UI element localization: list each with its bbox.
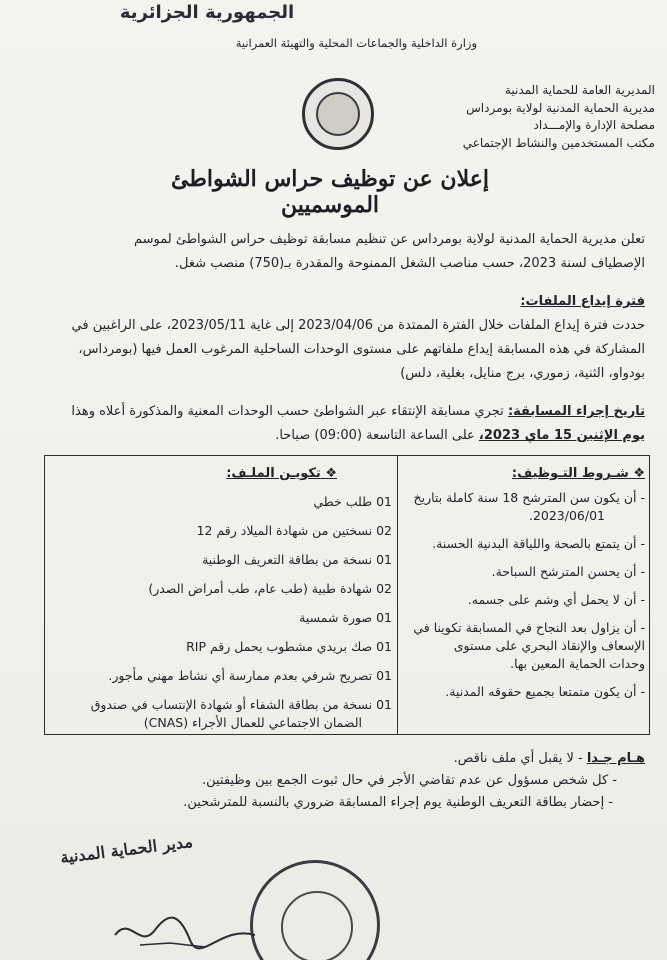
list-item: - أن يتمتع بالصحة واللياقة البدنية الحسنة. — [432, 536, 645, 551]
list-item: 01 صورة شمسية — [299, 610, 392, 625]
list-item: 01 نسخة من بطاقة التعريف الوطنية — [202, 552, 392, 567]
file-list — [57, 493, 392, 732]
conditions-list — [405, 489, 645, 701]
important-line-1: هـام جـدا - لا يقبل أي ملف ناقص. — [453, 751, 645, 766]
stamp-emblem-icon — [281, 891, 353, 960]
filing-heading: فترة إيداع الملفات: — [520, 294, 645, 309]
competition-line-1 — [20, 400, 645, 424]
intro-line-1: تعلن مديرية الحماية المدنية لولاية بومرداس عن تنظيم مسابقة توظيف حراس الشواطئ لموسم — [134, 232, 645, 247]
list-item: - أن يكون متمتعا بجميع حقوقه المدنية. — [445, 684, 645, 699]
seal-emblem-icon — [316, 92, 360, 136]
civil-protection-seal — [302, 78, 374, 150]
competition-date: يوم الإثنين 15 ماي 2023، — [478, 428, 645, 443]
important-notes — [85, 748, 645, 814]
list-item: الضمان الاجتماعي للعمال الأجراء (CNAS) — [143, 715, 362, 730]
file-column — [57, 466, 392, 732]
list-item: 02 نسختين من شهادة الميلاد رقم 12 — [196, 523, 392, 538]
handwritten-signature — [110, 905, 260, 955]
list-item: - أن يكون سن المترشح 18 سنة كاملة بتاريخ — [413, 490, 645, 505]
list-item: 01 تصريح شرفي بعدم ممارسة أي نشاط مهني مأجور. — [108, 668, 392, 683]
directorate-block — [415, 82, 655, 152]
table-column-divider — [397, 455, 398, 735]
conditions-heading: ❖ شـروط التـوظيف: — [511, 466, 645, 481]
filing-line-2: المشاركة في هذه المسابقة إيداع ملفاتهم على مستوى الوحدات الساحلية المرغوب العمل فيها (بومرداس، — [78, 342, 645, 357]
important-label: هـام جـدا — [586, 751, 645, 766]
filing-line-3: بودواو، الثنية، زموري، برج منايل، بغلية، دلس) — [400, 366, 645, 381]
file-heading: ❖ تكويـن الملـف: — [226, 466, 337, 481]
list-item: 01 نسخة من بطاقة الشفاء أو شهادة الإنتساب في صندوق — [90, 697, 392, 712]
filing-section — [20, 290, 645, 386]
filing-line-1: حددت فترة إيداع الملفات خلال الفترة الممتدة من 2023/04/06 إلى غاية 2023/05/11، على الراغبين في — [71, 318, 645, 333]
ministry-line: وزارة الداخلية والجماعات المحلية والتهيئة العمرانية — [235, 36, 477, 50]
directorate-line-2: مديرية الحماية المدنية لولاية بومرداس — [466, 100, 655, 115]
competition-line-2 — [20, 424, 645, 448]
list-item: - أن يحسن المترشح السباحة. — [491, 564, 645, 579]
intro-paragraph — [20, 228, 645, 276]
competition-section — [20, 400, 645, 448]
list-item: 01 طلب خطي — [313, 494, 392, 509]
directorate-line-3: مصلحة الإدارة والإمـــداد — [533, 118, 655, 132]
list-item: 02 شهادة طبية (طب عام، طب أمراض الصدر) — [148, 581, 392, 596]
competition-heading: تاريخ إجراء المسابقة: — [507, 404, 645, 419]
republic-header: الجمهورية الجزائرية — [119, 2, 295, 23]
list-item: 01 صك بريدي مشطوب يحمل رقم RIP — [186, 639, 392, 654]
list-item: - أن يزاول بعد النجاح في المسابقة تكوينا في — [413, 620, 645, 635]
conditions-column — [405, 466, 645, 701]
list-item: 2023/06/01. — [528, 508, 605, 523]
important-line-3: - إحضار بطاقة التعريف الوطنية يوم إجراء المسابقة ضروري بالنسبة للمترشحين. — [183, 795, 613, 810]
competition-time: على الساعة التاسعة (09:00) صباحا. — [275, 428, 475, 443]
announcement-title: إعلان عن توظيف حراس الشواطئ الموسميين — [171, 166, 489, 218]
directorate-line-4: مكتب المستخدمين والنشاط الإجتماعي — [462, 135, 655, 150]
list-item: الإسعاف والإنقاذ البحري على مستوى — [453, 638, 645, 653]
list-item: - أن لا يحمل أي وشم على جسمه. — [467, 592, 645, 607]
signatory-title: مدير الحماية المدنية — [59, 831, 194, 868]
list-item: وحدات الحماية المعين بها. — [510, 656, 645, 671]
official-stamp — [250, 860, 380, 960]
sparkle-icon: ❖ — [320, 466, 337, 481]
competition-text: تجري مسابقة الإنتقاء عبر الشواطئ حسب الوحدات المعنية والمذكورة أعلاه وهذا — [71, 404, 504, 419]
intro-line-2: الإصطياف لسنة 2023، حسب مناصب الشغل الممنوحة والمقدرة بـ(750) منصب شغل. — [174, 256, 645, 271]
important-line-2: - كل شخص مسؤول عن عدم تقاضي الأجر في حال ثبوت الجمع بين وظيفتين. — [201, 773, 617, 788]
directorate-line-1: المديرية العامة للحماية المدنية — [504, 83, 655, 97]
sparkle-icon: ❖ — [628, 466, 645, 481]
